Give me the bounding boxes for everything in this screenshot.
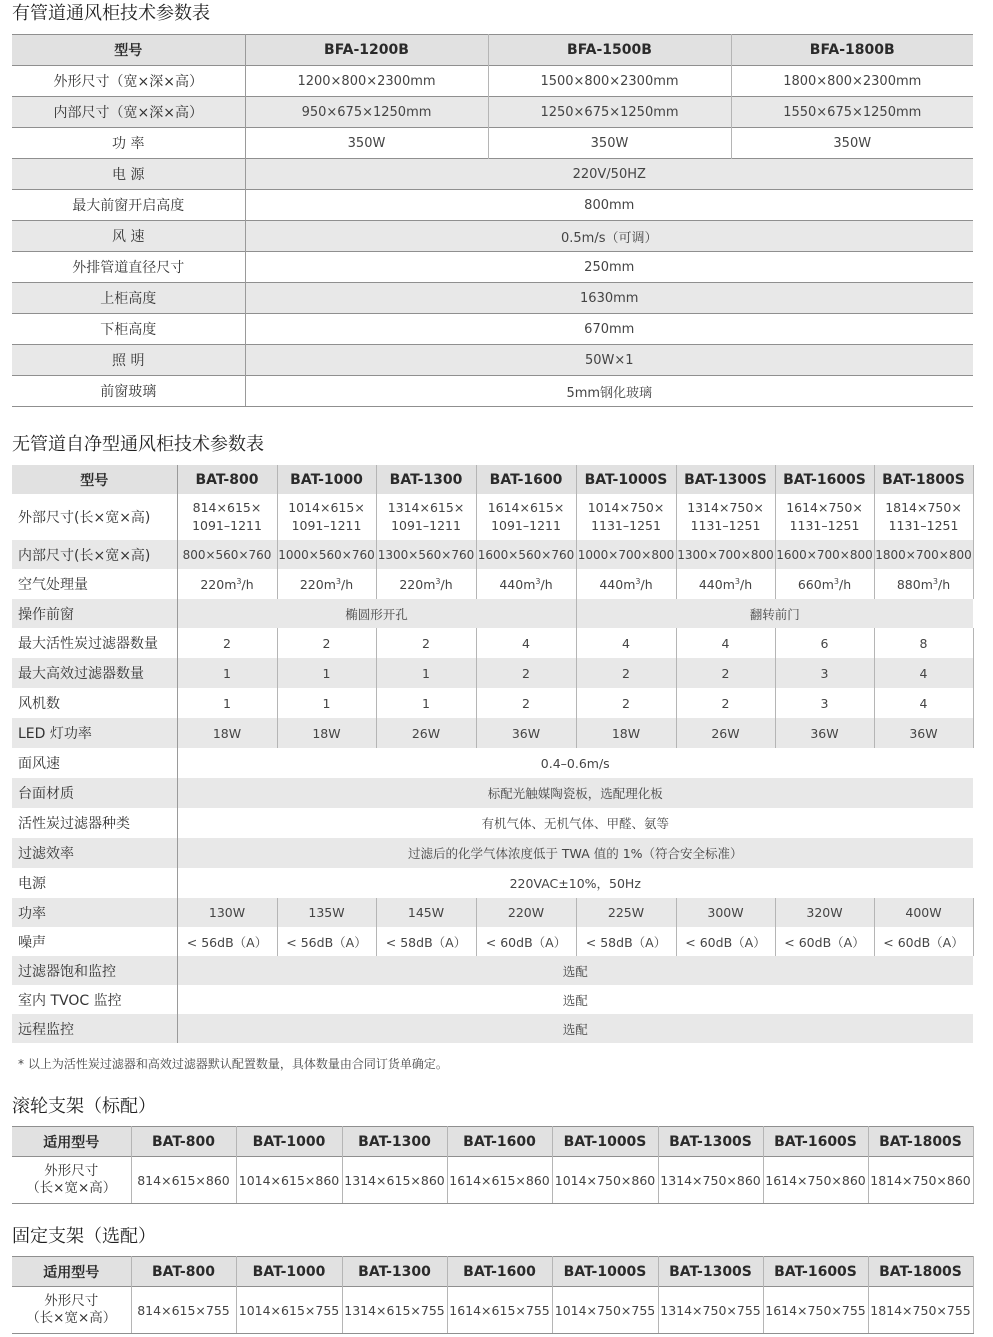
value-cell: 1 <box>277 658 376 688</box>
airflow-value: 220 <box>399 576 424 592</box>
row-label: 过滤器饱和监控 <box>12 956 177 985</box>
value-cell: 36W <box>476 718 576 748</box>
value-cell: 1 <box>376 688 476 718</box>
header-model-cell: BAT-800 <box>131 1127 236 1157</box>
value-cell: 2 <box>476 658 576 688</box>
value-cell: 1314×615×755 <box>342 1287 447 1334</box>
table-row <box>12 376 973 407</box>
value-cell: 1014×750×860 <box>552 1157 658 1204</box>
header-model-cell: BAT-1300S <box>676 465 775 494</box>
row-label: 室内 TVOC 监控 <box>12 985 177 1014</box>
value-cell: 1250×675×1250mm <box>488 97 731 128</box>
row-label: 最大活性炭过滤器数量 <box>12 628 177 658</box>
value-cell: < 60dB（A） <box>775 927 874 956</box>
header-model-cell: BAT-1800S <box>874 465 973 494</box>
value-cell: 4 <box>874 688 973 718</box>
table-row <box>12 159 973 190</box>
row-label: 远程监控 <box>12 1014 177 1043</box>
value-cell: 350W <box>245 128 488 159</box>
value-cell <box>177 494 277 540</box>
row-label: 操作前窗 <box>12 599 177 628</box>
row-label: 过滤效率 <box>12 838 177 868</box>
airflow-unit: m <box>423 576 436 592</box>
value-cell: 3 <box>775 688 874 718</box>
size-line-2: 1091–1211 <box>491 518 561 533</box>
value-cell: 1550×675×1250mm <box>731 97 973 128</box>
header-model-cell: BAT-1600S <box>775 465 874 494</box>
airflow-value: 880 <box>896 576 921 592</box>
row-label: 外形尺寸（宽×深×高） <box>12 66 245 97</box>
value-cell <box>874 569 973 599</box>
value-cell: 3 <box>775 658 874 688</box>
value-cell: 1014×615×755 <box>236 1287 342 1334</box>
value-cell <box>376 569 476 599</box>
header-row <box>12 35 973 66</box>
value-cell: 翻转前门 <box>576 599 973 628</box>
airflow-unit-tail: /h <box>938 576 951 592</box>
table-row <box>12 283 973 314</box>
header-model-cell: BAT-1600 <box>447 1127 552 1157</box>
value-cell: 26W <box>376 718 476 748</box>
size-line-1: 1314×615× <box>387 500 465 515</box>
value-cell: 1314×750×860 <box>658 1157 763 1204</box>
value-cell <box>277 494 376 540</box>
row-label: 风机数 <box>12 688 177 718</box>
airflow-unit: m <box>323 576 336 592</box>
header-row <box>12 465 973 494</box>
value-cell: 2 <box>576 688 676 718</box>
value-cell <box>576 569 676 599</box>
value-cell: 800mm <box>245 190 973 221</box>
row-label: LED 灯功率 <box>12 718 177 748</box>
table-row <box>12 898 973 927</box>
size-line-1: 1014×750× <box>587 500 665 515</box>
value-cell <box>177 569 277 599</box>
value-cell: 4 <box>476 628 576 658</box>
value-cell: 4 <box>874 658 973 688</box>
table-row <box>12 985 973 1014</box>
value-cell: 8 <box>874 628 973 658</box>
value-cell: 350W <box>488 128 731 159</box>
row-label: 前窗玻璃 <box>12 376 245 407</box>
row-label: 功 率 <box>12 128 245 159</box>
value-cell: 选配 <box>177 985 973 1014</box>
table-row <box>12 778 973 808</box>
value-cell: 670mm <box>245 314 973 345</box>
header-model-cell: BAT-1000 <box>236 1127 342 1157</box>
value-cell: 800×560×760 <box>177 540 277 569</box>
value-cell: 0.4–0.6m/s <box>177 748 973 778</box>
row-label: 空气处理量 <box>12 569 177 599</box>
size-line-1: 814×615× <box>192 500 262 515</box>
value-cell: 130W <box>177 898 277 927</box>
value-cell: 2 <box>676 658 775 688</box>
value-cell: 1 <box>277 688 376 718</box>
size-line-2: 1091–1211 <box>291 518 362 533</box>
value-cell: 18W <box>277 718 376 748</box>
value-cell: 选配 <box>177 1014 973 1043</box>
header-model-cell: BAT-1000S <box>576 465 676 494</box>
value-cell: 225W <box>576 898 676 927</box>
value-cell: 1614×615×755 <box>447 1287 552 1334</box>
value-cell: 135W <box>277 898 376 927</box>
value-cell: 1 <box>177 658 277 688</box>
table-row <box>12 314 973 345</box>
value-cell: 4 <box>676 628 775 658</box>
value-cell: 300W <box>676 898 775 927</box>
header-model-cell: BAT-1800S <box>868 1127 973 1157</box>
value-cell <box>476 494 576 540</box>
row-label: 活性炭过滤器种类 <box>12 808 177 838</box>
table-row <box>12 1287 973 1334</box>
size-line-2: 1091–1211 <box>192 518 262 533</box>
header-model-cell: BAT-1300S <box>658 1257 763 1287</box>
value-cell: 2 <box>376 628 476 658</box>
value-cell: 1 <box>376 658 476 688</box>
row-label: 功率 <box>12 898 177 927</box>
value-cell <box>775 494 874 540</box>
airflow-unit: m <box>523 576 536 592</box>
table-row <box>12 868 973 898</box>
value-cell: 350W <box>731 128 973 159</box>
value-cell: 1000×560×760 <box>277 540 376 569</box>
value-cell: 2 <box>576 658 676 688</box>
footnote: * 以上为活性炭过滤器和高效过滤器默认配置数量，具体数量由合同订货单确定。 <box>18 1057 448 1071</box>
value-cell: < 60dB（A） <box>476 927 576 956</box>
value-cell: 220V/50HZ <box>245 159 973 190</box>
header-model-cell: BAT-1000 <box>236 1257 342 1287</box>
airflow-unit-tail: /h <box>341 576 354 592</box>
value-cell: 220W <box>476 898 576 927</box>
airflow-unit-exponent: 3 <box>535 576 541 586</box>
airflow-unit-exponent: 3 <box>734 576 740 586</box>
value-cell: 2 <box>476 688 576 718</box>
value-cell: < 56dB（A） <box>177 927 277 956</box>
value-cell: 2 <box>177 628 277 658</box>
value-cell <box>676 569 775 599</box>
value-cell: 814×615×860 <box>131 1157 236 1204</box>
row-label: 内部尺寸(长×宽×高) <box>12 540 177 569</box>
value-cell: 814×615×755 <box>131 1287 236 1334</box>
row-label-line-2: （长×宽×高） <box>26 1310 117 1326</box>
value-cell: 1300×700×800 <box>676 540 775 569</box>
airflow-unit-exponent: 3 <box>236 576 242 586</box>
value-cell: 标配光触媒陶瓷板，选配理化板 <box>177 778 973 808</box>
table-row <box>12 599 973 628</box>
row-label: 台面材质 <box>12 778 177 808</box>
header-model-cell: BAT-1300 <box>342 1257 447 1287</box>
table-row <box>12 1157 973 1204</box>
table-row <box>12 748 973 778</box>
row-label <box>12 1287 131 1334</box>
table-row <box>12 540 973 569</box>
header-model-cell: BAT-1600 <box>476 465 576 494</box>
header-model-cell: BFA-1500B <box>488 35 731 66</box>
header-model-cell: BAT-1600S <box>763 1127 868 1157</box>
airflow-unit-exponent: 3 <box>833 576 839 586</box>
header-model-cell: BAT-1800S <box>868 1257 973 1287</box>
table-row <box>12 128 973 159</box>
header-model-cell: BAT-1000 <box>277 465 376 494</box>
airflow-unit-exponent: 3 <box>335 576 341 586</box>
row-label: 面风速 <box>12 748 177 778</box>
row-label: 外部尺寸(长×宽×高) <box>12 494 177 540</box>
row-label: 电 源 <box>12 159 245 190</box>
header-model-cell: BAT-1300 <box>342 1127 447 1157</box>
value-cell: 有机气体、无机气体、甲醛、氨等 <box>177 808 973 838</box>
table2-title: 无管道自净型通风柜技术参数表 <box>12 434 264 455</box>
size-line-1: 1614×750× <box>786 500 863 515</box>
row-label-line-2: （长×宽×高） <box>26 1180 117 1196</box>
table-row <box>12 190 973 221</box>
airflow-unit-tail: /h <box>740 576 753 592</box>
value-cell: 6 <box>775 628 874 658</box>
size-line-1: 1014×615× <box>288 500 365 515</box>
airflow-unit: m <box>224 576 237 592</box>
row-label: 电源 <box>12 868 177 898</box>
airflow-value: 660 <box>797 576 822 592</box>
table-row <box>12 97 973 128</box>
value-cell <box>874 494 973 540</box>
table-row <box>12 808 973 838</box>
header-model-cell: BFA-1800B <box>731 35 973 66</box>
row-label: 最大前窗开启高度 <box>12 190 245 221</box>
row-label <box>12 1157 131 1204</box>
table-row <box>12 1014 973 1043</box>
size-line-2: 1091–1211 <box>391 518 461 533</box>
header-row <box>12 1127 973 1157</box>
table-row <box>12 345 973 376</box>
airflow-unit: m <box>821 576 834 592</box>
value-cell: 1300×560×760 <box>376 540 476 569</box>
row-label: 照 明 <box>12 345 245 376</box>
airflow-unit-tail: /h <box>839 576 852 592</box>
size-line-2: 1131–1251 <box>591 518 661 533</box>
size-line-1: 1314×750× <box>687 500 764 515</box>
header-model-cell: BAT-1600S <box>763 1257 868 1287</box>
value-cell: 50W×1 <box>245 345 973 376</box>
value-cell: 18W <box>177 718 277 748</box>
value-cell: 1800×700×800 <box>874 540 973 569</box>
value-cell: 椭圆形开孔 <box>177 599 576 628</box>
row-label: 下柜高度 <box>12 314 245 345</box>
table1-title: 有管道通风柜技术参数表 <box>12 3 210 24</box>
size-line-2: 1131–1251 <box>789 518 860 533</box>
header-model-cell: BAT-1000S <box>552 1127 658 1157</box>
airflow-unit-tail: /h <box>640 576 653 592</box>
value-cell: 1814×750×755 <box>868 1287 973 1334</box>
header-model-cell: BAT-1000S <box>552 1257 658 1287</box>
table-row <box>12 252 973 283</box>
roller-stand-table <box>12 1126 974 1204</box>
table-row <box>12 66 973 97</box>
table3-title: 滚轮支架（标配） <box>12 1096 156 1117</box>
header-model-cell: BAT-1600 <box>447 1257 552 1287</box>
header-label-cell: 型号 <box>12 35 245 66</box>
row-label: 噪声 <box>12 927 177 956</box>
value-cell: 18W <box>576 718 676 748</box>
ducted-fume-hood-table <box>12 34 973 407</box>
row-label: 风 速 <box>12 221 245 252</box>
value-cell: 36W <box>775 718 874 748</box>
value-cell: 250mm <box>245 252 973 283</box>
row-label: 内部尺寸（宽×深×高） <box>12 97 245 128</box>
value-cell: 1 <box>177 688 277 718</box>
value-cell: 1814×750×860 <box>868 1157 973 1204</box>
header-model-cell: BAT-800 <box>131 1257 236 1287</box>
value-cell: 1500×800×2300mm <box>488 66 731 97</box>
airflow-unit-tail: /h <box>440 576 453 592</box>
value-cell: 1314×750×755 <box>658 1287 763 1334</box>
value-cell: 1200×800×2300mm <box>245 66 488 97</box>
fixed-stand-table <box>12 1256 974 1334</box>
airflow-unit-tail: /h <box>241 576 254 592</box>
airflow-unit: m <box>623 576 636 592</box>
value-cell: 26W <box>676 718 775 748</box>
row-label: 上柜高度 <box>12 283 245 314</box>
table-row <box>12 956 973 985</box>
value-cell <box>476 569 576 599</box>
size-line-2: 1131–1251 <box>888 518 959 533</box>
header-model-cell: BFA-1200B <box>245 35 488 66</box>
value-cell: 1000×700×800 <box>576 540 676 569</box>
value-cell: 1630mm <box>245 283 973 314</box>
airflow-unit-exponent: 3 <box>932 576 938 586</box>
airflow-unit: m <box>722 576 735 592</box>
value-cell: 2 <box>277 628 376 658</box>
value-cell: 1614×615×860 <box>447 1157 552 1204</box>
value-cell: < 60dB（A） <box>676 927 775 956</box>
value-cell: 400W <box>874 898 973 927</box>
airflow-value: 220 <box>299 576 324 592</box>
value-cell: 1014×750×755 <box>552 1287 658 1334</box>
table-row <box>12 688 973 718</box>
value-cell: < 60dB（A） <box>874 927 973 956</box>
airflow-unit-exponent: 3 <box>435 576 441 586</box>
header-label-cell: 适用型号 <box>12 1127 131 1157</box>
value-cell <box>775 569 874 599</box>
value-cell: 1800×800×2300mm <box>731 66 973 97</box>
row-label-line-1: 外形尺寸 <box>44 1163 99 1179</box>
value-cell: 4 <box>576 628 676 658</box>
value-cell: 320W <box>775 898 874 927</box>
value-cell: 1314×615×860 <box>342 1157 447 1204</box>
table-row <box>12 718 973 748</box>
value-cell: 36W <box>874 718 973 748</box>
ductless-fume-hood-table <box>12 465 974 1043</box>
value-cell: 选配 <box>177 956 973 985</box>
airflow-value: 440 <box>499 576 524 592</box>
value-cell: 1614×750×860 <box>763 1157 868 1204</box>
value-cell <box>376 494 476 540</box>
table-row <box>12 494 973 540</box>
airflow-unit: m <box>920 576 933 592</box>
value-cell: 5mm钢化玻璃 <box>245 376 973 407</box>
value-cell: < 58dB（A） <box>576 927 676 956</box>
table-row <box>12 221 973 252</box>
row-label: 外排管道直径尺寸 <box>12 252 245 283</box>
value-cell: 1614×750×755 <box>763 1287 868 1334</box>
airflow-value: 440 <box>698 576 723 592</box>
value-cell: 过滤后的化学气体浓度低于 TWA 值的 1%（符合安全标准） <box>177 838 973 868</box>
header-model-cell: BAT-1300 <box>376 465 476 494</box>
value-cell: 1600×560×760 <box>476 540 576 569</box>
header-label-cell: 适用型号 <box>12 1257 131 1287</box>
table4-title: 固定支架（选配） <box>12 1226 156 1247</box>
value-cell: 2 <box>676 688 775 718</box>
value-cell <box>277 569 376 599</box>
value-cell: 1600×700×800 <box>775 540 874 569</box>
header-label-cell: 型号 <box>12 465 177 494</box>
table-row <box>12 628 973 658</box>
table-row <box>12 658 973 688</box>
size-line-1: 1614×615× <box>487 500 565 515</box>
header-row <box>12 1257 973 1287</box>
airflow-unit-exponent: 3 <box>635 576 641 586</box>
value-cell <box>576 494 676 540</box>
value-cell: 0.5m/s（可调） <box>245 221 973 252</box>
value-cell: < 58dB（A） <box>376 927 476 956</box>
size-line-2: 1131–1251 <box>690 518 761 533</box>
airflow-value: 220 <box>200 576 225 592</box>
header-model-cell: BAT-800 <box>177 465 277 494</box>
row-label: 最大高效过滤器数量 <box>12 658 177 688</box>
row-label-line-1: 外形尺寸 <box>44 1293 99 1309</box>
value-cell: 145W <box>376 898 476 927</box>
value-cell <box>676 494 775 540</box>
airflow-unit-tail: /h <box>540 576 553 592</box>
value-cell: 1014×615×860 <box>236 1157 342 1204</box>
airflow-value: 440 <box>599 576 624 592</box>
table-row <box>12 838 973 868</box>
value-cell: < 56dB（A） <box>277 927 376 956</box>
value-cell: 220VAC±10%，50Hz <box>177 868 973 898</box>
table-row <box>12 927 973 956</box>
value-cell: 950×675×1250mm <box>245 97 488 128</box>
table-row <box>12 569 973 599</box>
size-line-1: 1814×750× <box>885 500 962 515</box>
header-model-cell: BAT-1300S <box>658 1127 763 1157</box>
